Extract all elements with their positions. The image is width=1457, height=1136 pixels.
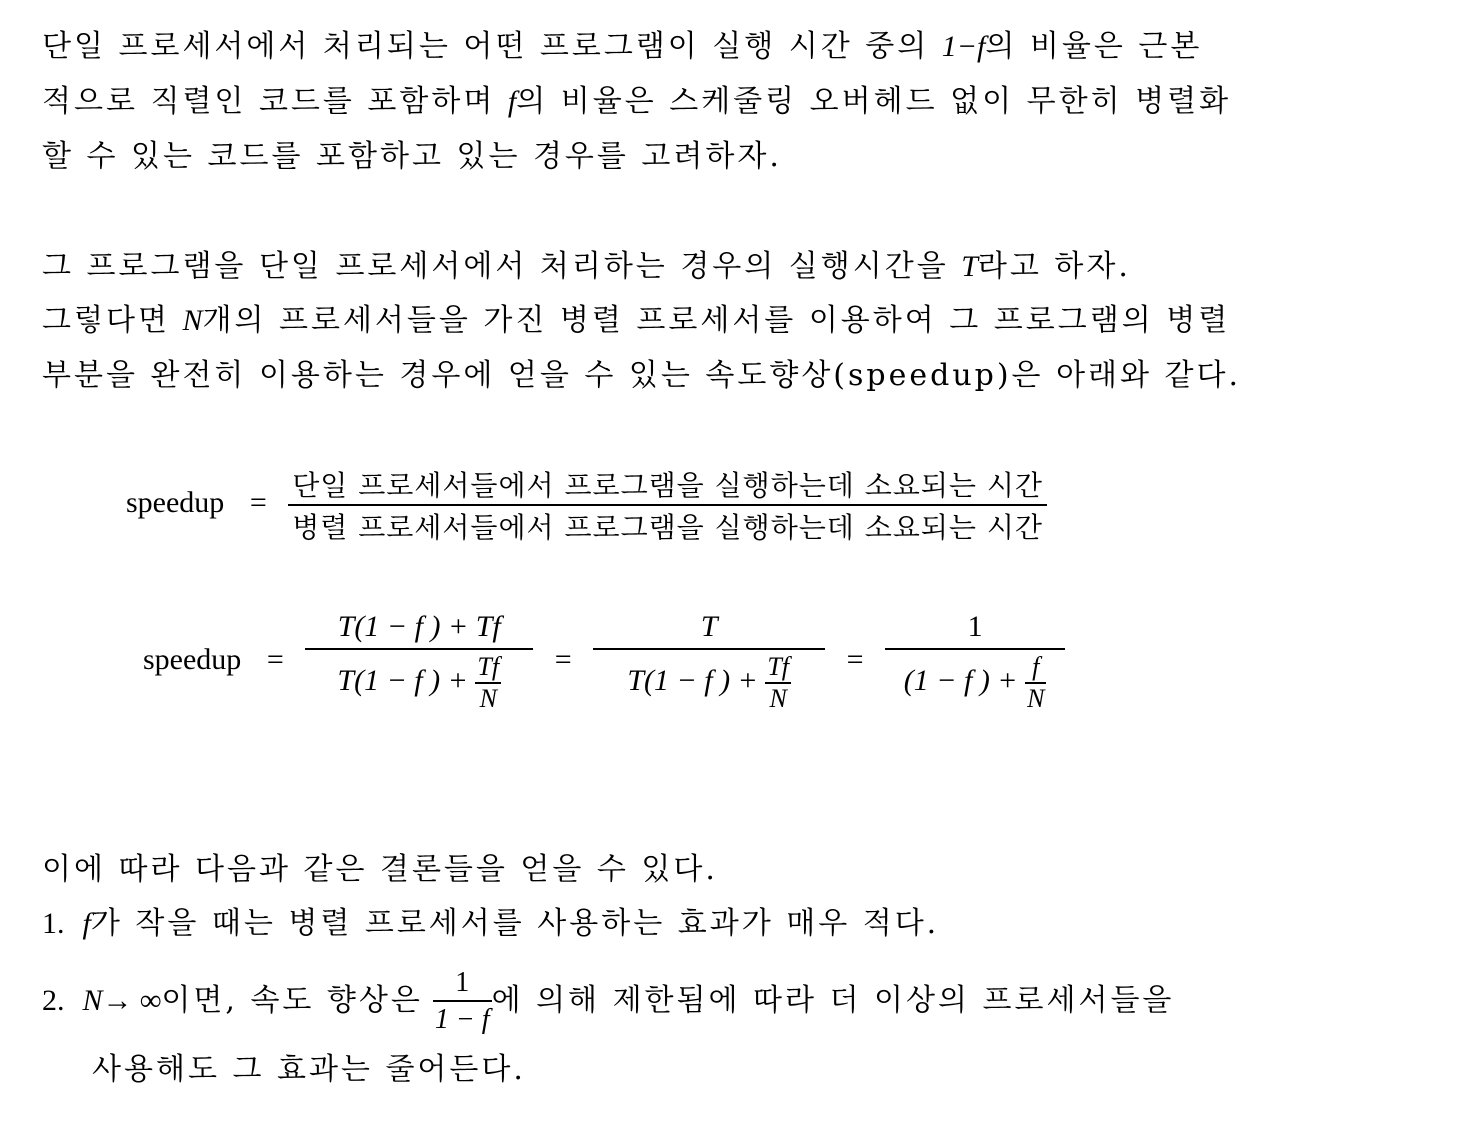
eq2-f2-denominator xyxy=(593,650,825,714)
eq1-equals: = xyxy=(249,485,267,519)
para1-line2-text-b: 의 비율은 스케줄링 오버헤드 없이 무한히 병렬화 xyxy=(516,84,1232,119)
eq2-equals-1: = xyxy=(266,642,284,676)
eq2-f1-den-a: T(1 − f ) + xyxy=(337,663,468,697)
conclusion-item-2 xyxy=(42,965,1174,1037)
item1-text: 가 작을 때는 병렬 프로세서를 사용하는 효과가 매우 적다. xyxy=(90,906,940,941)
eq2-f2-numerator: T xyxy=(593,610,825,650)
conclusion-item-1 xyxy=(42,906,940,941)
conclusions-intro: 이에 따라 다음과 같은 결론들을 얻을 수 있다. xyxy=(42,852,718,887)
eq2-f1-den-frac-den: N xyxy=(479,683,497,713)
item2-fraction xyxy=(433,965,492,1037)
eq2-equals-2: = xyxy=(554,642,572,676)
eq2-f3-numerator: 1 xyxy=(885,610,1065,650)
para2-line1-text-a: 그 프로그램을 단일 프로세서에서 처리하는 경우의 실행시간을 xyxy=(42,249,962,284)
eq2-equals-3: = xyxy=(846,642,864,676)
eq2-f2-den-a: T(1 − f ) + xyxy=(627,663,758,697)
item2-math: N→ ∞ xyxy=(82,984,162,1017)
para1-line1-text-a: 단일 프로세서에서 처리되는 어떤 프로그램이 실행 시간 중의 xyxy=(42,29,942,64)
para2-line1 xyxy=(42,249,1131,284)
eq1-fraction xyxy=(288,464,1047,546)
para2-line1-text-b: 라고 하자. xyxy=(977,249,1131,284)
item2-text-b: 에 의해 제한됨에 따라 더 이상의 프로세서들을 xyxy=(491,983,1175,1018)
para1-line1-math: 1−f xyxy=(941,30,986,63)
equation-speedup-derivation xyxy=(143,610,1065,714)
para1-line3: 할 수 있는 코드를 포함하고 있는 경우를 고려하자. xyxy=(42,139,782,174)
item2-number: 2. xyxy=(42,984,65,1017)
para1-line1 xyxy=(42,29,1203,64)
item2-fraction-den: 1 − f xyxy=(434,1004,490,1035)
para1-line2-math: f xyxy=(507,85,517,118)
eq1-numerator: 단일 프로세서들에서 프로그램을 실행하는데 소요되는 시간 xyxy=(288,464,1047,506)
eq2-fraction-3 xyxy=(885,610,1065,714)
para1-line2-text-a: 적으로 직렬인 코드를 포함하며 xyxy=(42,84,508,119)
eq2-f2-den-frac-num: Tf xyxy=(765,652,791,684)
item1-number: 1. xyxy=(42,907,65,940)
eq2-fraction-1 xyxy=(305,610,533,714)
para2-line2-text-a: 그렇다면 xyxy=(42,303,183,338)
item2-text-a: 이면, 속도 향상은 xyxy=(161,983,423,1018)
para2-line2-math: N xyxy=(182,304,203,337)
eq2-fraction-2 xyxy=(593,610,825,714)
eq2-f1-den-frac-num: Tf xyxy=(475,652,501,684)
para1-line2 xyxy=(42,84,1232,119)
para2-line1-math: T xyxy=(961,250,978,283)
eq2-f1-numerator: T(1 − f ) + Tf xyxy=(305,610,533,650)
eq1-lhs: speedup xyxy=(126,485,225,519)
eq2-f3-den-frac-num: f xyxy=(1025,652,1046,684)
para1-line1-text-b: 의 비율은 근본 xyxy=(985,29,1203,64)
eq2-lhs: speedup xyxy=(143,642,242,676)
para2-line2 xyxy=(42,303,1231,338)
eq2-f1-denominator xyxy=(305,650,533,714)
eq2-f3-den-frac xyxy=(1025,652,1046,714)
item1-math: f xyxy=(82,907,91,940)
conclusion-item-2-line2: 사용해도 그 효과는 줄어든다. xyxy=(92,1052,526,1087)
eq2-f3-denominator xyxy=(885,650,1065,714)
equation-speedup-definition xyxy=(126,464,1047,546)
eq1-denominator: 병렬 프로세서들에서 프로그램을 실행하는데 소요되는 시간 xyxy=(292,511,1043,544)
eq2-f2-den-frac xyxy=(765,652,791,714)
para2-line2-text-b: 개의 프로세서들을 가진 병렬 프로세서를 이용하여 그 프로그램의 병렬 xyxy=(202,303,1231,338)
item2-fraction-num: 1 xyxy=(433,965,492,1002)
eq2-f2-den-frac-den: N xyxy=(769,683,787,713)
eq2-f3-den-frac-den: N xyxy=(1027,683,1045,713)
eq2-f1-den-frac xyxy=(475,652,501,714)
para2-line3: 부분을 완전히 이용하는 경우에 얻을 수 있는 속도향상(speedup)은 아래와 같다. xyxy=(42,358,1242,393)
eq2-f3-den-a: (1 − f ) + xyxy=(903,663,1018,697)
